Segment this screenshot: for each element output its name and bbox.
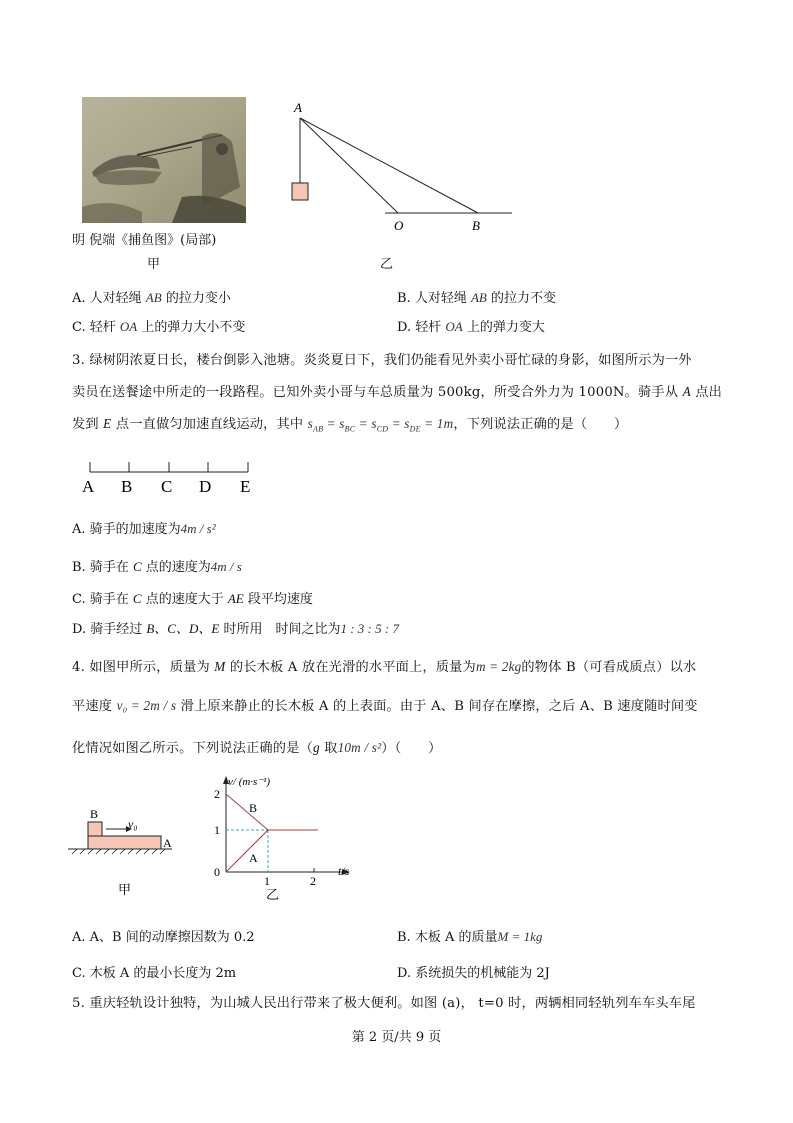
lever-figure bbox=[280, 98, 520, 238]
segment-label-a: A bbox=[82, 477, 95, 496]
q3-option-b-math: 4m / s bbox=[210, 559, 242, 574]
q4-line-1-end: 的物体 B（可看成质点）以水 bbox=[521, 660, 697, 675]
q3-option-d-math: 1 : 3 : 5 : 7 bbox=[340, 621, 399, 636]
q4-line-3-text: 化情况如图乙所示。下列说法正确的是（ bbox=[72, 741, 313, 756]
v0-label: v₀ bbox=[128, 817, 138, 831]
vt-graph-svg bbox=[206, 772, 366, 902]
q3-option-b-point: C bbox=[132, 559, 142, 574]
vt-ylabel: v/ (m·s⁻¹) bbox=[228, 776, 271, 788]
board-figure bbox=[68, 806, 188, 902]
q4-velocity: v₀ = 2m / s bbox=[116, 698, 177, 713]
vt-tick-y2: 2 bbox=[214, 787, 220, 801]
q2-option-b-post: 的拉力不变 bbox=[491, 291, 557, 306]
vt-tick-x2: 2 bbox=[310, 874, 316, 888]
q3-option-c-segment: AE bbox=[227, 591, 244, 606]
q3-option-a[interactable] bbox=[72, 518, 216, 537]
board-a-label: A bbox=[163, 836, 172, 850]
q3-line-3-mid: 点一直做匀加速直线运动，其中 bbox=[111, 417, 308, 432]
q4-line-1 bbox=[72, 656, 696, 675]
q4-option-c-text: C. 木板 A 的最小长度为 2m bbox=[72, 966, 237, 981]
q2-option-b[interactable] bbox=[397, 287, 556, 306]
q4-line-3-mid: 取 bbox=[319, 741, 338, 756]
q4-line-2-text: 平速度 bbox=[72, 699, 117, 714]
q3-option-c-point: C bbox=[132, 591, 142, 606]
q4-g: g bbox=[312, 740, 320, 755]
q3-line-2 bbox=[72, 381, 722, 400]
q2-option-d[interactable] bbox=[397, 316, 545, 335]
fig-jia-label: 甲 bbox=[118, 882, 132, 897]
q3-line-2-text: 卖员在送餐途中所走的一段路程。已知外卖小哥与车总质量为 500kg，所受合外力为 1000N。骑手从 bbox=[72, 385, 683, 400]
q4-mass-value: m = 2kg bbox=[475, 659, 522, 674]
q3-option-c-mid: 点的速度大于 bbox=[141, 592, 228, 607]
q3-point-a: A bbox=[682, 384, 691, 399]
q2-option-b-math: AB bbox=[470, 290, 487, 305]
painting-illustration bbox=[82, 97, 246, 223]
q4-option-a-text: A. A、B 间的动摩擦因数为 0.2 bbox=[72, 930, 255, 945]
q2-option-c-text: C. 轻杆 bbox=[72, 320, 116, 335]
q2-option-a[interactable] bbox=[72, 287, 231, 306]
q2-option-d-text: D. 轻杆 bbox=[397, 320, 442, 335]
q3-option-a-text: A. 骑手的加速度为 bbox=[72, 522, 181, 537]
q3-line-3-end: ，下列说法正确的是（ ） bbox=[453, 417, 628, 432]
q4-option-b[interactable] bbox=[397, 926, 542, 945]
q3-option-b[interactable] bbox=[72, 556, 242, 575]
q4-line-1-text: 4. 如图甲所示，质量为 bbox=[72, 660, 215, 675]
segment-diagram bbox=[78, 456, 268, 498]
q2-option-d-math: OA bbox=[445, 319, 463, 334]
vt-tick-x1: 1 bbox=[264, 874, 270, 888]
vt-graph bbox=[206, 772, 366, 902]
segment-label-e: E bbox=[240, 477, 251, 496]
painting-caption: 明 倪端《捕鱼图》(局部) bbox=[72, 233, 217, 248]
q3-option-a-math: 4m / s² bbox=[180, 521, 216, 536]
q4-line-3 bbox=[72, 737, 442, 756]
q4-line-1-mid: 的长木板 A 放在光滑的水平面上，质量为 bbox=[225, 660, 476, 675]
q3-option-d-text: D. 骑手经过 bbox=[72, 622, 147, 637]
q4-line-3-end: ）（ ） bbox=[381, 741, 442, 756]
q3-option-c-post: 段平均速度 bbox=[243, 592, 313, 607]
segment-figure bbox=[78, 456, 268, 498]
segment-label-d: D bbox=[199, 477, 212, 496]
q3-option-c-text: C. 骑手在 bbox=[72, 592, 133, 607]
segment-label-b: B bbox=[121, 477, 133, 496]
q4-line-2-end: 滑上原来静止的长木板 A 的上表面。由于 A、B 间存在摩擦，之后 A、B 速度随时间变 bbox=[176, 699, 698, 714]
vt-tick-y1: 1 bbox=[214, 823, 220, 837]
page-footer: 第 2 页/共 9 页 bbox=[351, 1030, 442, 1045]
label-A: A bbox=[294, 100, 302, 115]
q4-option-d[interactable] bbox=[397, 962, 550, 981]
q4-option-c[interactable] bbox=[72, 962, 236, 981]
q4-mass-m: M bbox=[214, 659, 226, 674]
q2-option-c[interactable] bbox=[72, 316, 245, 335]
q3-option-b-text: B. 骑手在 bbox=[72, 560, 133, 575]
label-O: O bbox=[394, 218, 404, 233]
q3-line-2-end: 点出 bbox=[690, 385, 723, 400]
q2-option-b-text: B. 人对轻绳 bbox=[397, 291, 467, 306]
q2-option-d-post: 上的弹力变大 bbox=[466, 320, 545, 335]
q3-formula-s: s bbox=[307, 416, 313, 431]
q3-option-c[interactable] bbox=[72, 588, 313, 607]
q4-option-a[interactable] bbox=[72, 926, 255, 945]
q4-g-value: 10m / s² bbox=[337, 740, 382, 755]
q4-option-b-math: M = 1kg bbox=[497, 929, 543, 944]
q3-option-d-points: B、C、D、E bbox=[146, 621, 220, 636]
lever-diagram bbox=[280, 98, 520, 238]
painting-figure bbox=[82, 97, 246, 223]
q3-line-1: 3. 绿树阴浓夏日长，楼台倒影入池塘。炎炎夏日下，我们仍能看见外卖小哥忙碌的身影，如图所示为一外 bbox=[72, 353, 692, 368]
q4-line-2 bbox=[72, 695, 698, 714]
fig-yi-label: 乙 bbox=[266, 887, 280, 902]
q3-line-3 bbox=[72, 413, 627, 434]
label-jia: 甲 bbox=[147, 257, 161, 272]
q4-option-d-text: D. 系统损失的机械能为 2J bbox=[397, 966, 550, 981]
q3-formula: $s_{AB} = s_{BC} = s_{CD} = s_{DE} = 1m$ bbox=[307, 416, 454, 434]
q2-option-c-math: OA bbox=[119, 319, 138, 334]
q4-option-b-text: B. 木板 A 的质量 bbox=[397, 930, 498, 945]
vt-origin: 0 bbox=[214, 865, 220, 879]
q3-option-b-mid: 点的速度为 bbox=[141, 560, 211, 575]
q2-option-c-post: 上的弹力大小不变 bbox=[141, 320, 246, 335]
q3-point-e: E bbox=[103, 416, 112, 431]
block-b-label: B bbox=[90, 807, 99, 821]
q3-option-d[interactable] bbox=[72, 618, 399, 637]
label-yi: 乙 bbox=[380, 257, 394, 272]
q2-option-a-text: A. 人对轻绳 bbox=[72, 291, 142, 306]
q3-option-d-mid: 时所用 时间之比为 bbox=[219, 622, 341, 637]
label-B: B bbox=[472, 218, 480, 233]
segment-label-c: C bbox=[161, 477, 173, 496]
board-diagram bbox=[68, 806, 188, 902]
q2-option-a-math: AB bbox=[145, 290, 162, 305]
q3-line-3-text: 发到 bbox=[72, 417, 104, 432]
vt-curve-a: A bbox=[249, 851, 258, 865]
vt-curve-b: B bbox=[249, 801, 258, 815]
q2-option-a-post: 的拉力变小 bbox=[165, 291, 231, 306]
vt-xlabel: t/s bbox=[338, 864, 350, 878]
q5-line-1: 5. 重庆轻轨设计独特，为山城人民出行带来了极大便利。如图 (a)， t=0 时，两辆相同轻轨列车车头车尾 bbox=[72, 996, 696, 1011]
